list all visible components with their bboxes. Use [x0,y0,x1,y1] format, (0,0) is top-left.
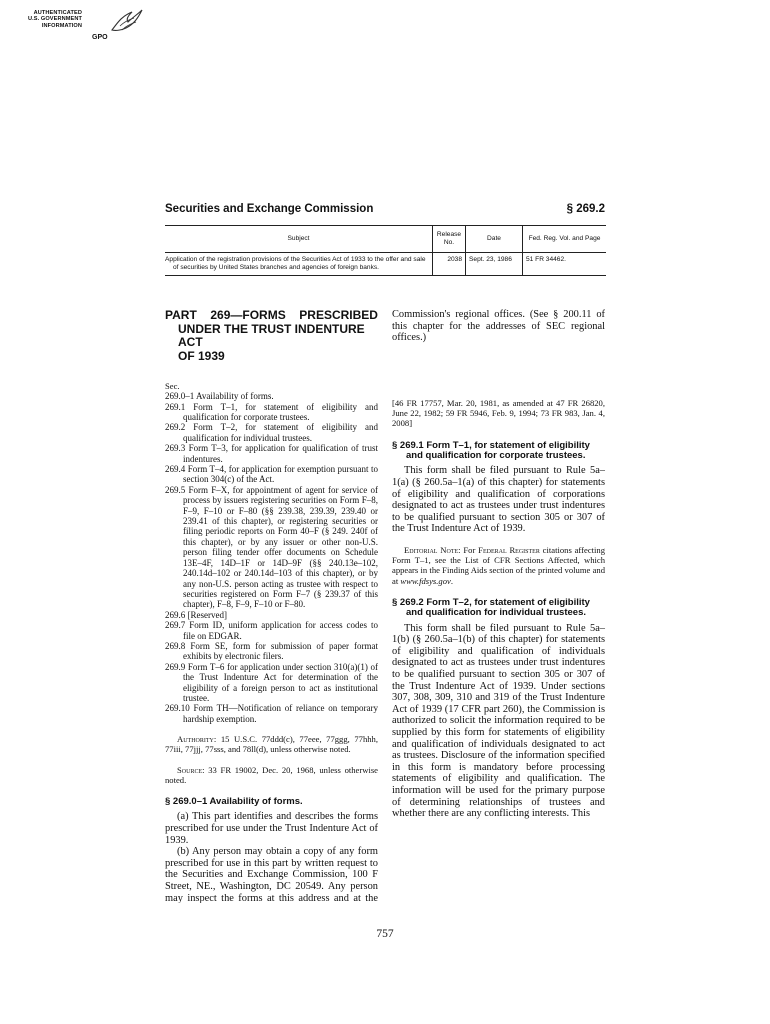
column-header-date: Date [466,226,523,253]
section-heading-269-0-1: § 269.0–1 Availability of forms. [165,796,303,808]
toc-item: 269.8 Form SE, form for submission of paper format exhibits by electronic filers. [165,640,378,662]
table-header-row [165,226,606,253]
editorial-note-label: Editorial Note: [404,544,461,555]
cell-date: Sept. 23, 1986 [466,253,523,276]
eagle-icon [108,6,144,36]
seal-line-1: AUTHENTICATED [33,10,82,16]
left-column [165,309,378,903]
section-number: § 269.2 [566,203,605,215]
part-title [165,309,378,363]
toc-item: 269.0–1 Availability of forms. [165,391,274,402]
toc-item: 269.6 [Reserved] [165,609,227,620]
toc-item: 269.3 Form T–3, for application for qualification of trust indentures. [165,443,378,464]
toc-item: 269.2 Form T–2, for statement of eligibility and qualification for individual trustees. [165,422,378,443]
seal-line-2: U.S. GOVERNMENT [27,16,82,23]
authority-label: Authority: [177,734,217,745]
part-title-line-2: UNDER THE TRUST INDENTURE ACT [178,321,365,349]
paragraph-b-continued [392,309,605,391]
table-of-contents [165,391,378,724]
toc-item: 269.10 Form TH—Notification of reliance on temporary hardship exemption. [165,703,378,724]
section-269-2-text: This form shall be filed pursuant to Rule 5a–1(b) (§ 260.5a–1(b) of this chapter) for statements of eligibility and qualification of individuals designated to act as trustees under trust indentures to be qualified pursuant to section 305 or 307 of the Trust Indenture Act of 1939. Under sections 307, 308, 309, 310 and 319 of the Trust Indenture Act of 1939 (17 CFR part 260), the Commission is authorized to solicit the information required to be supplied by this form for statements of eligibility and qualification of individuals designated to act as trustees. Disclosure of the information specified in this form is mandatory before processing statements of eligibility and qualification. The information will be used for the primary purpose of determining relationships of trustees and whether there are any conflicting interests. This [392,622,605,820]
paragraph-b-overflow: Commission's regional offices. (See § 200.11 of this chapter for the addresses of SEC regional offices.) [392,309,605,344]
page-number: 757 [376,928,394,940]
release-table [165,225,606,276]
part-prescribed: PRESCRIBED [299,308,378,322]
cell-subject [165,253,433,276]
agency-name: Securities and Exchange Commission [165,203,374,215]
gpo-authentication-seal [12,6,142,48]
toc-item: 269.4 Form T–4, for application for exemption pursuant to section 304(c) of the Act. [165,464,378,485]
paragraph-b: (b) Any person may obtain a copy of any form prescribed for use in this part by written request to the Securities and Exchange Commission, 100 F Street, NE., Washington, DC 20549. Any person may inspect the forms at this address and at the [165,846,378,904]
column-header-fed-reg: Fed. Reg. Vol. and Page [523,226,607,253]
source-label: Source: [177,764,205,775]
source-note [165,765,378,785]
seal-gpo: GPO [92,34,108,41]
toc-heading: Sec. [165,381,180,391]
source-text: 33 FR 19002, Dec. 20, 1968, unless otherwise noted. [165,764,378,785]
column-header-subject: Subject [165,226,433,253]
paragraph-a: (a) This part identifies and describes the forms prescribed for use under the Trust Indenture Act of 1939. [165,811,378,846]
fdsys-link[interactable]: www.fdsys.gov [400,575,451,586]
section-269-1-text: This form shall be filed pursuant to Rule 5a–1(a) (§ 260.5a–1(a) of this chapter) for statements of eligibility and qualification of corporations designated to act as trustees under trust indentures to be qualified pursuant to section 305 or 307 of the Trust Indenture Act of 1939. [392,465,605,535]
part-number: 269—FORMS [210,308,286,322]
editorial-note-end: . [450,575,453,586]
editorial-note-text-2: citations affecting Form T–1, see the List of CFR Sections Affected, which appears in the Finding Aids section of the printed volume and at [392,544,605,586]
right-column [392,309,605,820]
running-head [165,203,605,217]
seal-text [12,10,82,29]
subject-text: Application of the registration provisions of the Securities Act of 1933 to the offer and sale of securities by United States branches and agencies of foreign banks. [165,256,426,271]
part-word: PART [165,308,197,322]
cell-release: 2038 [433,253,466,276]
seal-line-3: INFORMATION [41,22,82,29]
toc-item: 269.9 Form T–6 for application under section 310(a)(1) of the Trust Indenture Act for determination of the eligibility of a foreign person to act as institutional trustee. [165,661,378,703]
section-heading-269-2: § 269.2 Form T–2, for statement of eligibility and qualification for individual trustees. [392,596,590,619]
part-title-line-1 [165,309,378,323]
part-title-line-3: OF 1939 [178,348,225,363]
toc-item: 269.1 Form T–1, for statement of eligibility and qualification for corporate trustees. [165,401,378,423]
toc-item: 269.7 Form ID, uniform application for access codes to file on EDGAR. [165,620,378,641]
section-heading-269-1: § 269.1 Form T–1, for statement of eligibility and qualification for corporate trustees. [392,439,590,462]
table-row [165,253,606,276]
editorial-note [392,545,605,586]
authority-note [165,734,378,754]
toc-item: 269.5 Form F–X, for appointment of agent for service of process by issuers registering securities on Form F–8, F–9, F–10 or F–80 (§§ 239.38, 239.39, 239.40 or 239.41 of this chapter), or registering securities or filing periodic reports on Form 40–F (§ 249. 240f of this chapter), or by any issuer or other non-U.S. person filing tender offer documents on Schedule 13E–4F, 14D–1F or 14D–9F (§§ 240.13e–102, 240.14d–102 or 240.14d–103 of this chapter), or by any non-U.S. person acting as trustee with respect to securities registered on Form F–7 (§ 239.37 of this chapter), F–8, F–9, F–10 or F–80. [165,484,378,610]
authority-text: 15 U.S.C. 77ddd(c), 77eee, 77ggg, 77hhh, 77iii, 77jjj, 77sss, and 78ll(d), unless otherwise noted. [165,734,378,755]
editorial-note-text: For [460,544,479,555]
amendment-citation: [46 FR 17757, Mar. 20, 1981, as amended at 47 FR 26820, June 22, 1982; 59 FR 5946, Feb. 9, 1994; 73 FR 983, Jan. 4, 2008] [392,398,605,429]
cell-fed-reg: 51 FR 34462. [523,253,607,276]
column-header-release: Release No. [433,226,466,253]
federal-register-term: Federal Register [478,544,540,555]
